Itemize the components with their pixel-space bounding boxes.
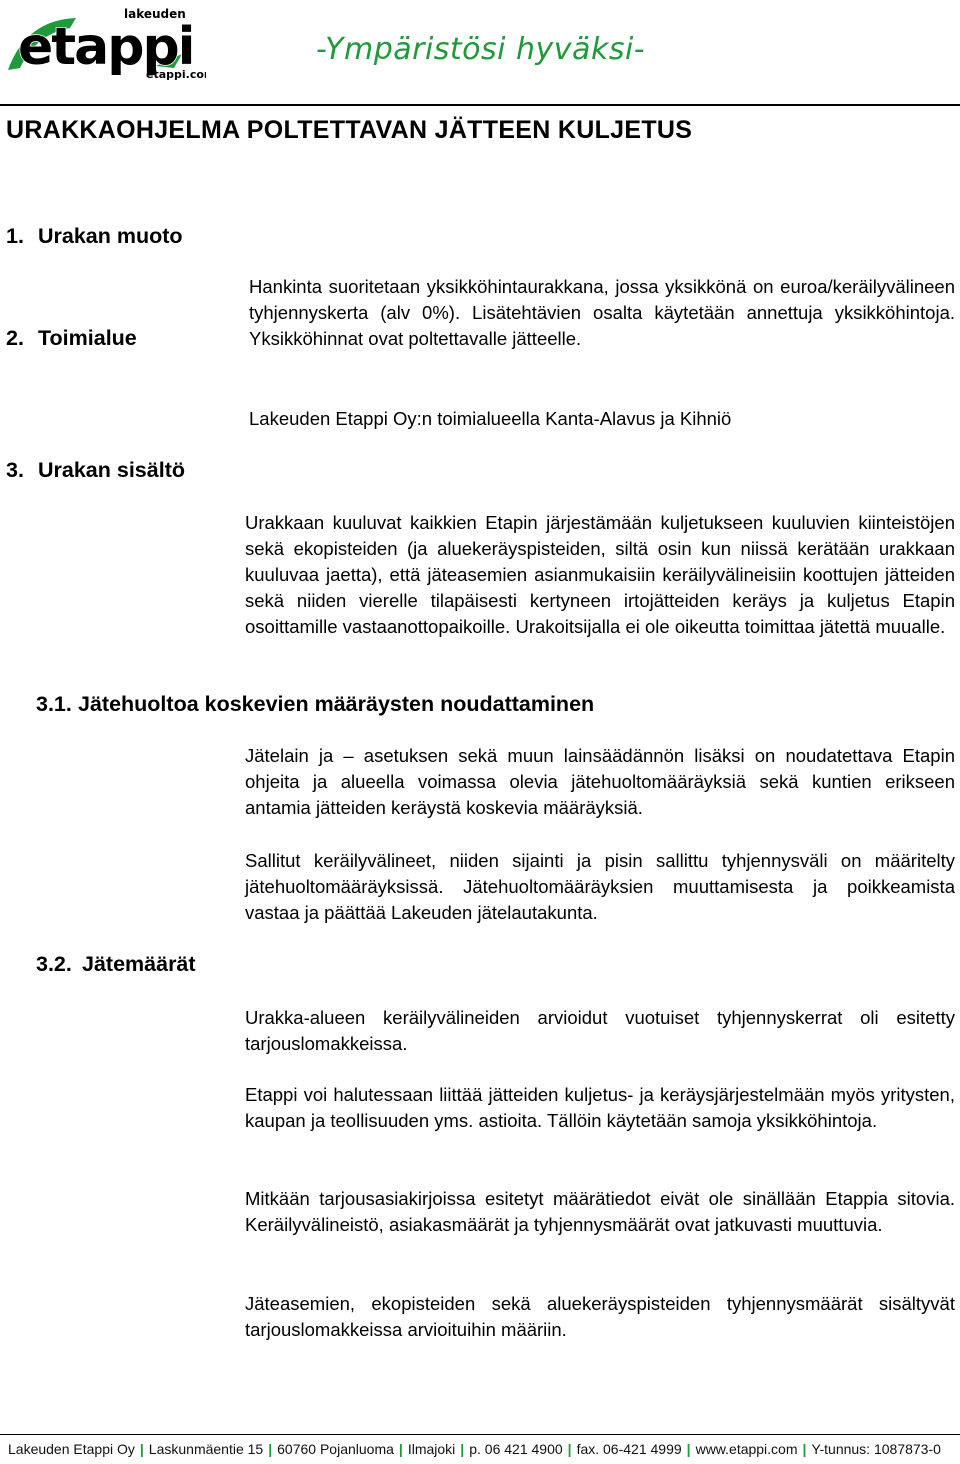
footer-ytunnus: Y-tunnus: 1087873-0 <box>811 1441 941 1457</box>
section-label: Urakan muoto <box>38 224 183 248</box>
footer-fax: fax. 06-421 4999 <box>576 1441 682 1457</box>
page-title: URAKKAOHJELMA POLTETTAVAN JÄTTEEN KULJETUS <box>6 116 693 144</box>
paragraph-jatemaarat-2: Etappi voi halutessaan liittää jätteiden kuljetus- ja keräysjärjestelmään myös yritysten, kaupan ja teollisuuden yms. astioita. Tällöin käytetään samoja yksikköhintoja. <box>245 1084 955 1131</box>
section-number: 3. <box>6 458 24 482</box>
section-heading-3 <box>6 458 185 483</box>
footer-separator: | <box>567 1441 572 1457</box>
footer-phone: p. 06 421 4900 <box>469 1441 563 1457</box>
section-label: Toimialue <box>38 326 137 350</box>
footer-website-link[interactable]: www.etappi.com <box>695 1441 798 1457</box>
footer-separator: | <box>802 1441 807 1457</box>
footer-separator: | <box>139 1441 144 1457</box>
section-number: 3.2. <box>36 952 72 976</box>
footer-separator: | <box>460 1441 465 1457</box>
section-number: 2. <box>6 326 24 350</box>
paragraph-toimialue: Lakeuden Etappi Oy:n toimialueella Kanta-Alavus ja Kihniö <box>249 408 732 429</box>
section-heading-1 <box>6 224 183 249</box>
paragraph-jatemaarat-1: Urakka-alueen keräilyvälineiden arvioidut vuotuiset tyhjennyskerrat oli esitetty tarjouslomakkeissa. <box>245 1007 955 1054</box>
paragraph-urakan-muoto: Hankinta suoritetaan yksikköhintaurakkana, jossa yksikkönä on euroa/keräilyvälineen tyhjennyskerta (alv 0%). Lisätehtävien osalta käytetään annettuja yksikköhintoja. Yksikköhinnat ovat poltettavalle jätteelle. <box>249 276 955 349</box>
section-number: 1. <box>6 224 24 248</box>
paragraph-jatemaarat-3: Mitkään tarjousasiakirjoissa esitetyt määrätiedot eivät ole sinällään Etappia sitovia. Keräilyvälineistö, asiakasmäärät ja tyhjennysmäärät ovat jatkuvasti muuttuvia. <box>245 1188 955 1235</box>
footer-address: Laskunmäentie 15 <box>148 1441 264 1457</box>
paragraph-jatemaarat-4: Jäteasemien, ekopisteiden sekä aluekeräyspisteiden tyhjennysmäärät sisältyvät tarjouslomakkeissa arvioituihin määriin. <box>245 1293 955 1340</box>
paragraph-maaraykset-1: Jätelain ja – asetuksen sekä muun lainsäädännön lisäksi on noudatettava Etapin ohjeita ja alueella voimassa olevia jätehuoltomääräyksiä sekä kuntien erikseen antamia jätteiden keräystä koskevia määräyksiä. <box>245 745 955 818</box>
logo-word: etappi <box>18 17 194 77</box>
logo-top-text: lakeuden <box>124 7 186 21</box>
footer-separator: | <box>398 1441 403 1457</box>
section-label: Urakan sisältö <box>38 458 185 482</box>
section-heading-2 <box>6 326 137 351</box>
tagline: -Ympäristösi hyväksi- <box>316 32 646 67</box>
etappi-logo <box>6 6 206 82</box>
section-label: Jätemäärät <box>82 952 196 976</box>
footer-company: Lakeuden Etappi Oy <box>8 1441 135 1457</box>
paragraph-maaraykset-2: Sallitut keräilyvälineet, niiden sijainti ja pisin sallittu tyhjennysväli on määritelty jätehuoltomääräyksissä. Jätehuoltomääräyksien muuttamisesta ja poikkeamista vastaa ja päättää Lakeuden jätelautakunta. <box>245 850 955 923</box>
logo-domain: etappi.co <box>146 68 204 81</box>
footer-postal: 60760 Pojanluoma <box>277 1441 394 1457</box>
footer-contact <box>8 1441 941 1457</box>
header-divider <box>0 104 960 106</box>
section-heading-3-2 <box>36 952 196 977</box>
footer-divider <box>0 1434 960 1435</box>
footer-city: Ilmajoki <box>407 1441 456 1457</box>
section-heading-3-1 <box>36 692 594 717</box>
paragraph-urakan-sisalto: Urakkaan kuuluvat kaikkien Etapin järjestämään kuljetukseen kuuluvien kiinteistöjen sekä ekopisteiden (ja aluekeräyspisteiden, siltä osin kun niissä kerätään urakkaan kuuluvaa jaetta), että jäteasemien asianmukaisiin keräilyvälineisiin koottujen jätteiden sekä niiden vierelle tilapäisesti kertyneen irtojätteiden keräys ja kuljetus Etapin osoittamille vastaanottopaikoille. Urakoitsijalla ei ole oikeutta toimittaa jätettä muualle. <box>245 512 955 637</box>
section-number: 3.1. <box>36 692 72 716</box>
footer-separator: | <box>268 1441 273 1457</box>
section-label: Jätehuoltoa koskevien määräysten noudattaminen <box>78 692 595 716</box>
footer-separator: | <box>686 1441 691 1457</box>
